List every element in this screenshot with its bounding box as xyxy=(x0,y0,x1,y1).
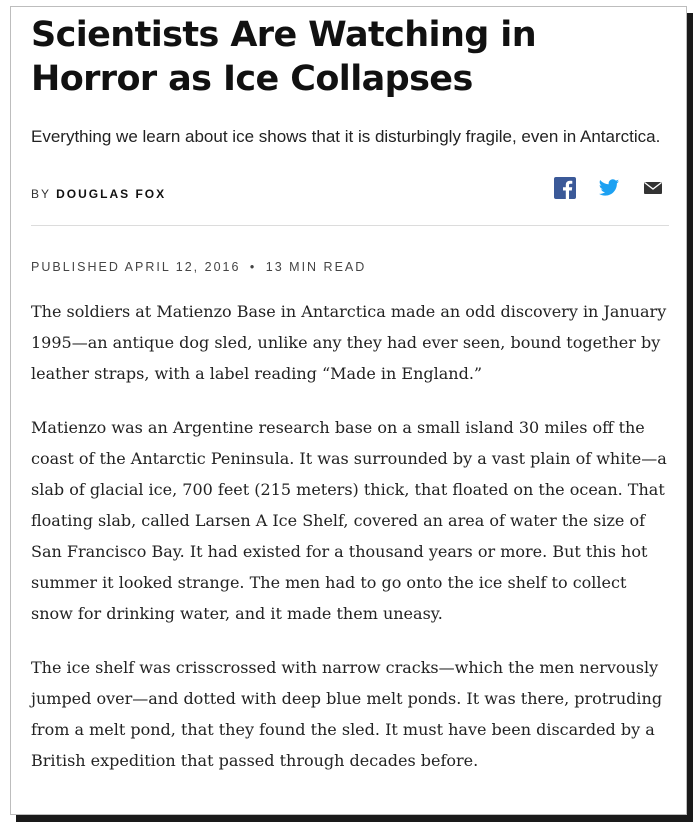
read-time: 13 MIN READ xyxy=(265,260,367,274)
publish-meta xyxy=(31,260,669,274)
article-paragraph: The ice shelf was crisscrossed with narrow cracks—which the men nervously jumped over—and dotted with deep blue melt ponds. It was there, protruding from a melt pond, that they found the sled. It must have been discarded by a British expedition that passed through decades before. xyxy=(31,658,663,770)
author-name[interactable]: DOUGLAS FOX xyxy=(56,187,167,201)
article-paragraph: The soldiers at Matienzo Base in Antarctica made an odd discovery in January 1995—an antique dog sled, unlike any they had ever seen, bound together by leather straps, with a label reading “Made in England.” xyxy=(31,302,667,383)
email-icon[interactable] xyxy=(642,177,664,199)
publish-date: PUBLISHED APRIL 12, 2016 xyxy=(31,260,241,274)
article-container xyxy=(31,7,669,776)
article-subheadline: Everything we learn about ice shows that it is disturbingly fragile, even in Antarctica. xyxy=(31,127,661,146)
facebook-icon[interactable] xyxy=(554,177,576,199)
byline-prefix: BY xyxy=(31,187,51,201)
article-headline: Scientists Are Watching in Horror as Ice Collapses xyxy=(31,15,537,99)
article-frame xyxy=(10,6,687,815)
byline xyxy=(31,187,166,201)
meta-separator: • xyxy=(249,260,257,274)
twitter-icon[interactable] xyxy=(598,177,620,199)
article-body xyxy=(31,296,669,776)
byline-row xyxy=(31,187,669,226)
share-bar xyxy=(554,177,664,199)
article-paragraph: Matienzo was an Argentine research base on a small island 30 miles off the coast of the Antarctic Peninsula. It was surrounded by a vast plain of white—a slab of glacial ice, 700 feet (215 meters) thick, that floated on the ocean. That floating slab, called Larsen A Ice Shelf, covered an area of water the size of San Francisco Bay. It had existed for a thousand years or more. But this hot summer it looked strange. The men had to go onto the ice shelf to collect snow for drinking water, and it made them uneasy. xyxy=(31,418,667,623)
